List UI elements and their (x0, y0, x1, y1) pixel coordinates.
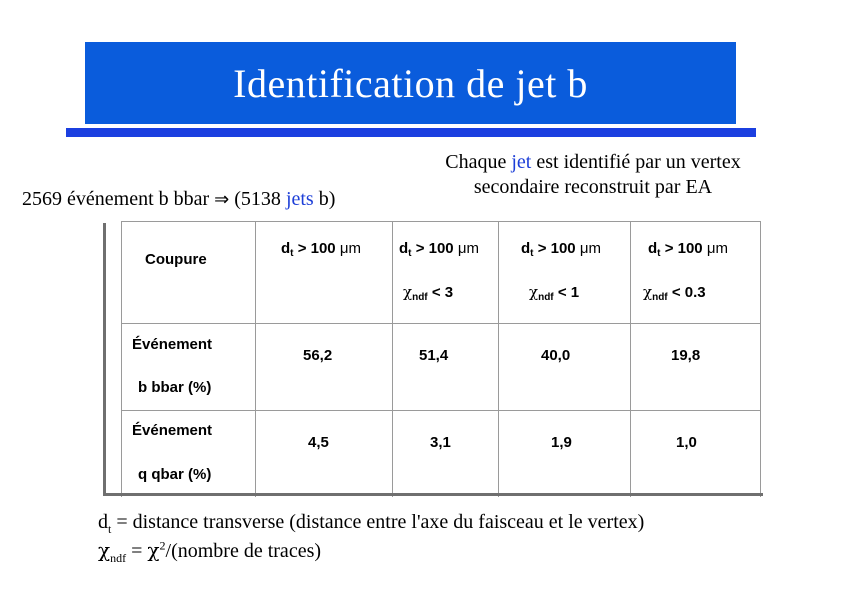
row2-value-2: 3,1 (430, 434, 451, 451)
row2-value-4: 1,0 (676, 434, 697, 451)
stats-count: (5138 (234, 188, 281, 210)
row2-value-3: 1,9 (551, 434, 572, 451)
implies-arrow-icon: ⇒ (214, 189, 230, 210)
stats-close: b) (318, 188, 336, 210)
row2-value-1: 4,5 (308, 434, 329, 451)
title-underline (66, 128, 756, 137)
row2-label-line2: q qbar (%) (138, 466, 212, 483)
row1-label-line2: b bbar (%) (138, 379, 212, 396)
col2-chi-cut: $\chi_{ndf} < 3$ (403, 283, 454, 303)
row1-value-2: 51,4 (419, 347, 449, 364)
title-banner (85, 42, 736, 124)
definition-dt: $d_t$ = distance transverse (distance entre l'axe du faisceau et le vertex) (98, 511, 645, 536)
cuts-table (103, 221, 763, 497)
definition-chi: $\chi_{ndf}$ = $\chi^2/(nombre$ de traces) (98, 538, 322, 565)
col1-dt-header: $d_t > 100$ μm (281, 240, 361, 259)
row1-label-line1: Événement (132, 336, 213, 353)
note-jet-word: jet (511, 151, 532, 173)
col3-chi-cut: $\chi_{ndf} < 1$ (529, 283, 580, 303)
stats-prefix: 2569 événement b bbar (22, 188, 210, 210)
col2-dt-header: $d_t > 100$ μm (399, 240, 479, 259)
page-title: Identification de jet b (233, 60, 588, 106)
row1-value-4: 19,8 (671, 347, 701, 364)
row1-value-1: 56,2 (303, 347, 333, 364)
vertex-note (418, 150, 768, 200)
note-before: Chaque (445, 151, 507, 173)
col4-chi-cut: $\chi_{ndf} < 0.3$ (643, 283, 706, 303)
stats-line (22, 188, 335, 211)
col4-dt-header: $d_t > 100$ μm (648, 240, 728, 259)
stats-jets-word: jets (285, 188, 314, 210)
row-header-coupure: Coupure (145, 251, 207, 268)
col3-dt-header: $d_t > 100$ μm (521, 240, 601, 259)
note-after: est identifié par un vertex secondaire reconstruit par EA (473, 151, 741, 198)
row1-value-3: 40,0 (541, 347, 571, 364)
row2-label-line1: Événement (132, 422, 213, 439)
